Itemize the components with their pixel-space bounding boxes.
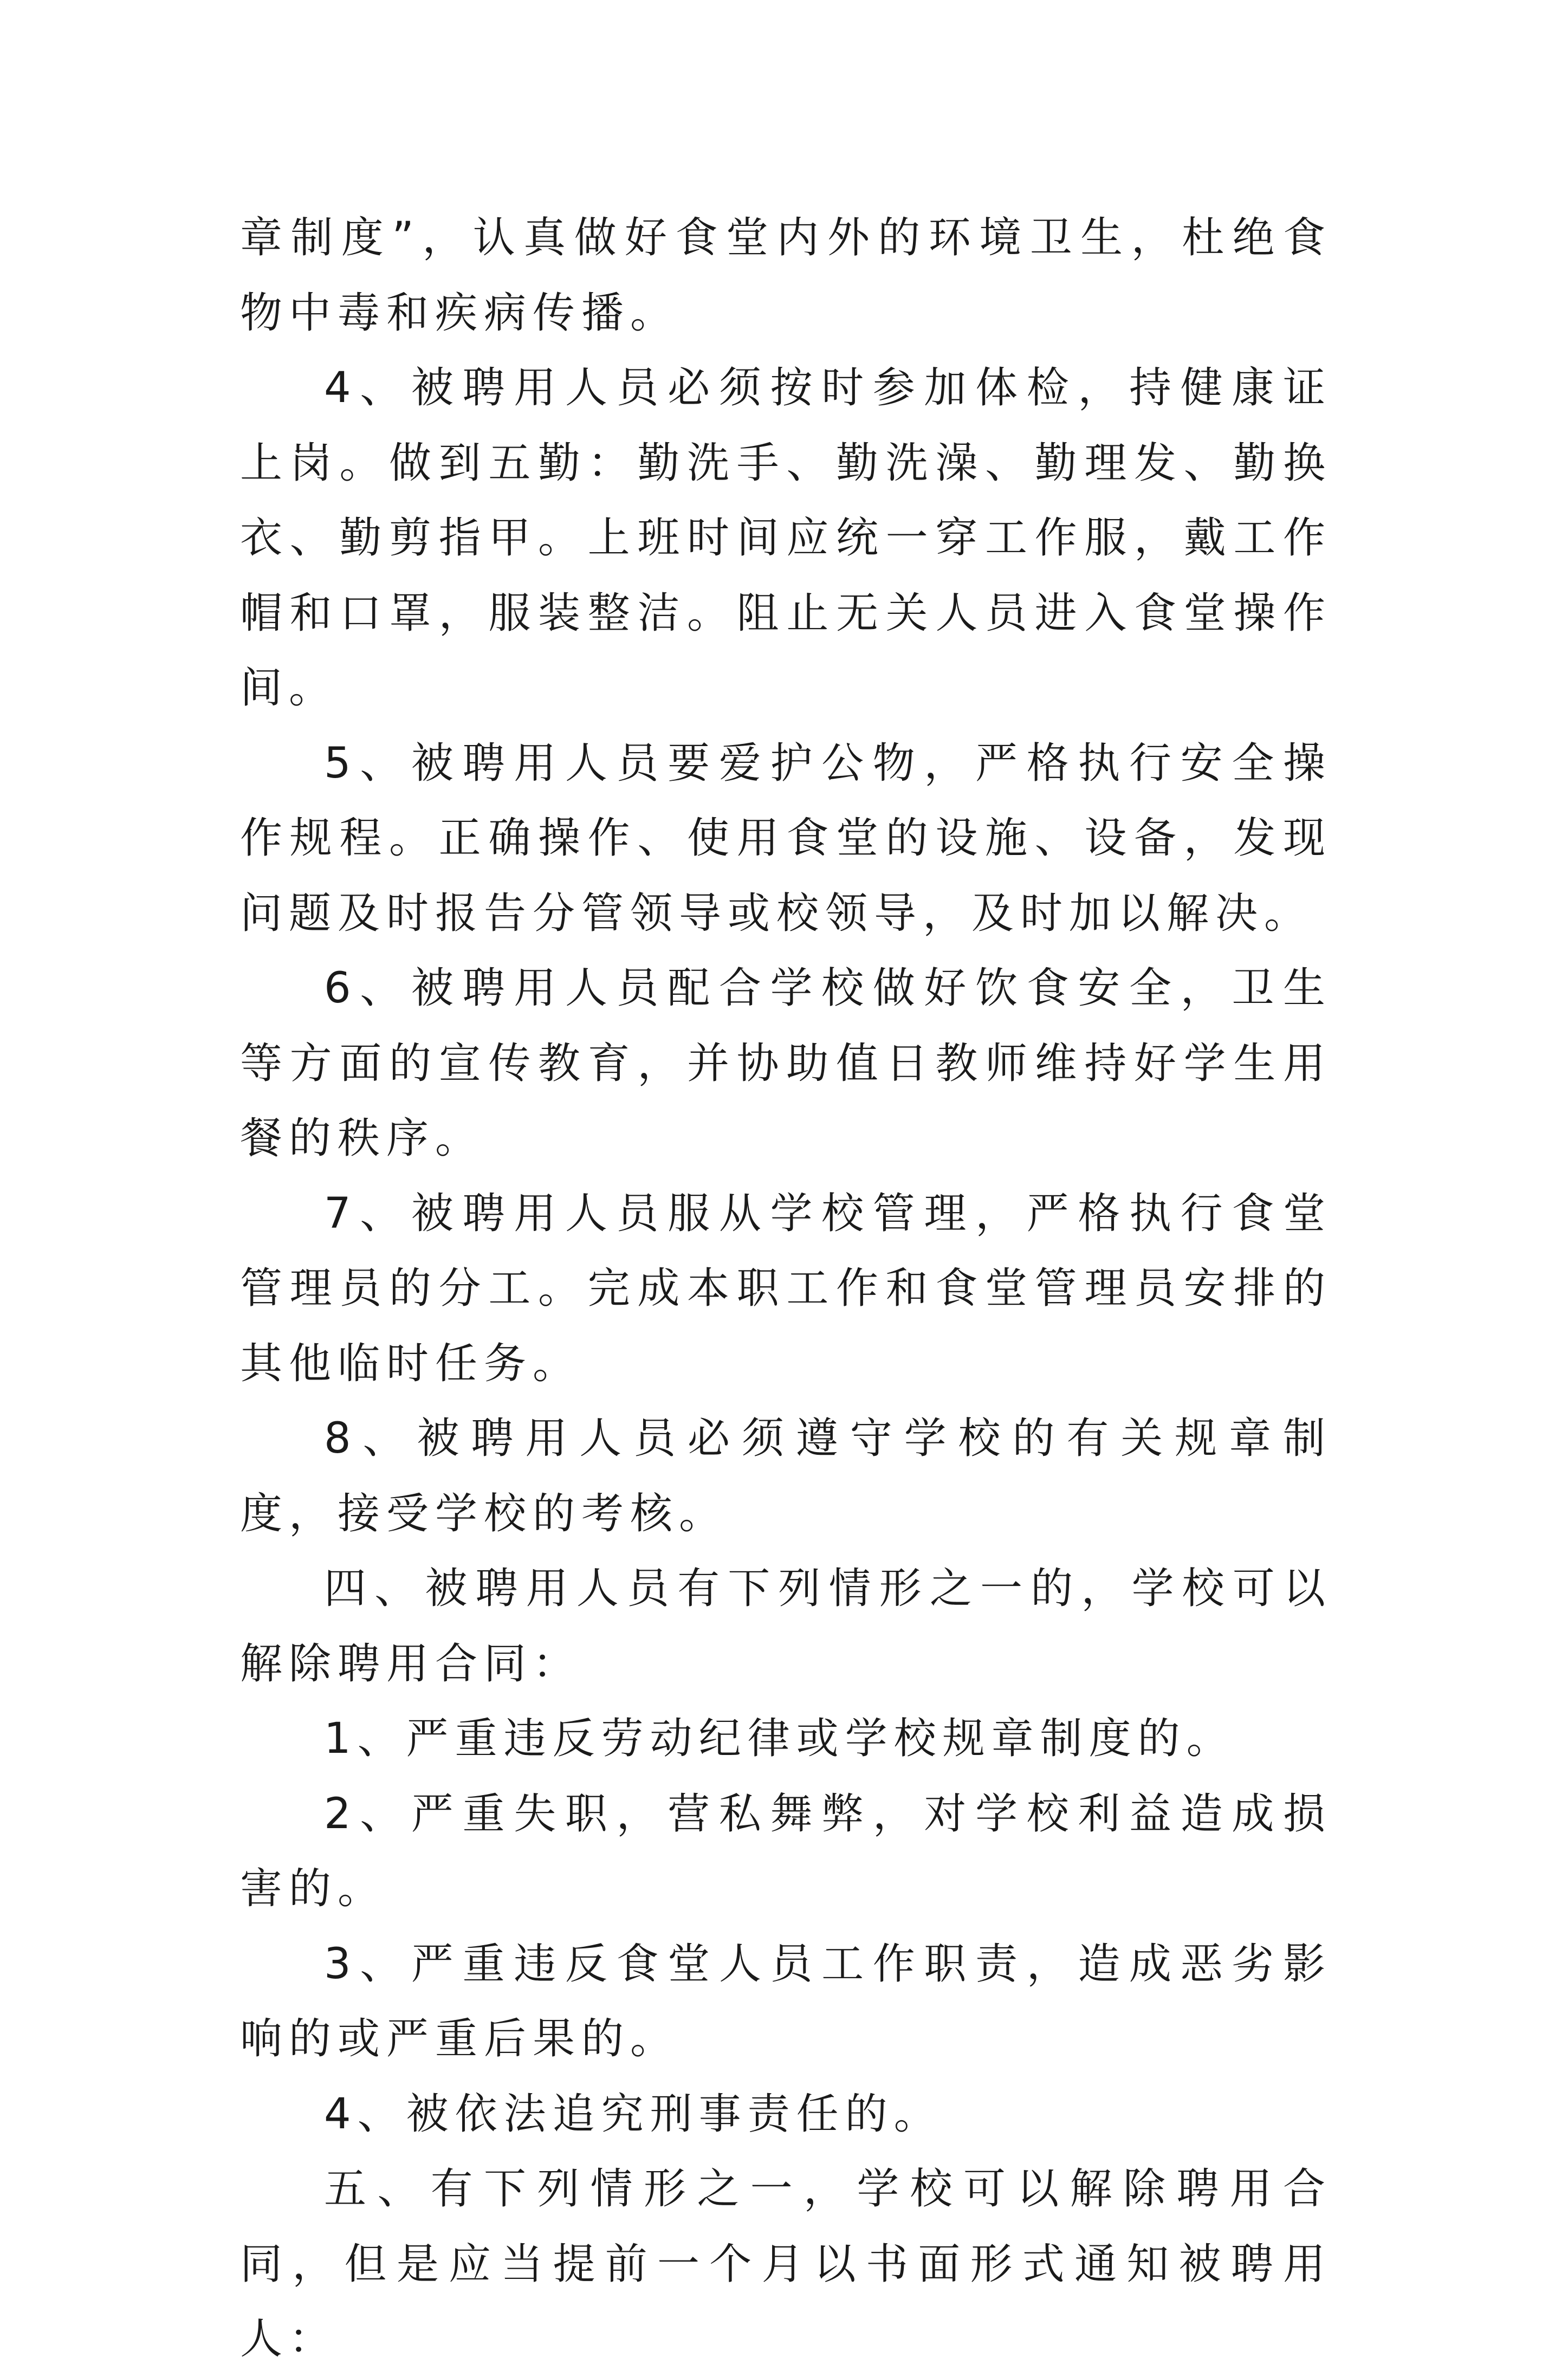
paragraph-termination-2: 2、严重失职，营私舞弊，对学校利益造成损害的。 <box>240 1789 1332 1913</box>
paragraph-item-4-health-check: 4、被聘用人员必须按时参加体检，持健康证上岗。做到五勤：勤洗手、勤洗澡、勤理发、勤换衣、勤剪指甲。上班时间应统一穿工作服，戴工作帽和口罩，服装整洁。阻止无关人员进入食堂操作间。 <box>240 364 1332 713</box>
paragraph-termination-1: 1、严重违反劳动纪律或学校规章制度的。 <box>324 1714 1235 1763</box>
paragraph-termination-4: 4、被依法追究刑事责任的。 <box>324 2089 943 2139</box>
paragraph-sanitation-continued: 章制度”，认真做好食堂内外的环境卫生，杜绝食物中毒和疾病传播。 <box>240 213 1332 338</box>
paragraph-item-8-rules: 8、被聘用人员必须遵守学校的有关规章制度，接受学校的考核。 <box>240 1414 1332 1538</box>
paragraph-termination-3: 3、严重违反食堂人员工作职责，造成恶劣影响的或严重后果的。 <box>240 1939 1332 2063</box>
paragraph-item-6-food-safety: 6、被聘用人员配合学校做好饮食安全，卫生等方面的宣传教育，并协助值日教师维持好学生用餐的秩序。 <box>240 964 1332 1163</box>
document-body <box>240 200 1332 2377</box>
paragraph-item-5-public-property: 5、被聘用人员要爱护公物，严格执行安全操作规程。正确操作、使用食堂的设施、设备，发现问题及时报告分管领导或校领导，及时加以解决。 <box>240 739 1332 938</box>
paragraph-item-7-management: 7、被聘用人员服从学校管理，严格执行食堂管理员的分工。完成本职工作和食堂管理员安排的其他临时任务。 <box>240 1189 1332 1388</box>
section-heading-5-notice: 五、有下列情形之一，学校可以解除聘用合同，但是应当提前一个月以书面形式通知被聘用人： <box>240 2165 1332 2363</box>
section-heading-4-termination: 四、被聘用人员有下列情形之一的，学校可以解除聘用合同： <box>240 1564 1332 1688</box>
